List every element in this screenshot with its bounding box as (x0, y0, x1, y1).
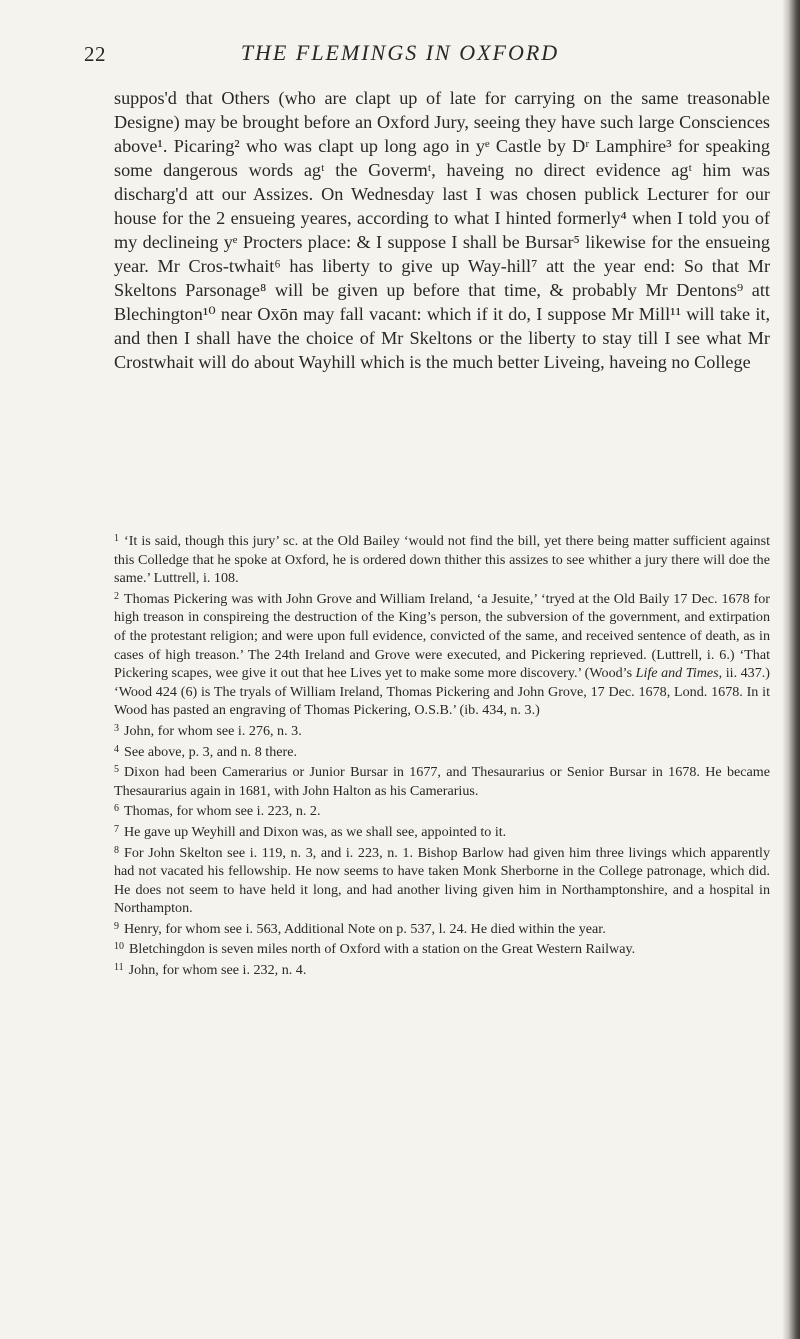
footnote-number: 2 (114, 590, 119, 602)
footnote-3 (114, 720, 770, 741)
footnote-text: Bletchingdon is seven miles north of Oxford with a station on the Great Western Railway. (129, 941, 636, 958)
footnote-number: 5 (114, 764, 119, 776)
footnote-number: 6 (114, 803, 119, 815)
footnote-7 (114, 821, 770, 842)
footnote-text: John, for whom see i. 232, n. 4. (128, 962, 307, 979)
footnote-text: Thomas Pickering was with John Grove and William Ireland, ‘a Jesuite,’ ‘tryed at the Old Baily 17 Dec. 1678 for high treason in conspireing the destruction of the King’s person, the subversion of the government, and extirpation of the protestant religion; and were upon full evidence, convicted of the same, and received sentence of death, as in cases of high treason.’ The 24th Ireland and Grove were executed, and Pickering reprieved. (Luttrell, i. 6.) ‘That Pickering scapes, wee give it out that hee Lives yet to make some more discovery.’ (Wood’s (114, 590, 770, 682)
main-text (114, 86, 770, 374)
footnotes (114, 530, 770, 980)
footnote-text: Dixon had been Camerarius or Junior Bursar in 1677, and Thesaurarius or Senior Bursar in 1678. He became Thesaurarius again in 1681, with John Halton as his Camerarius. (114, 764, 770, 799)
footnote-book-title: Life and Times (635, 665, 719, 682)
footnote-9 (114, 918, 770, 939)
footnote-text: Henry, for whom see i. 563, Additional Note on p. 537, l. 24. He died within the year. (124, 920, 606, 937)
footnote-text: ‘It is said, though this jury’ sc. at the Old Bailey ‘would not find the bill, yet there being matter sufficient against this Colledge that he spoke at Oxford, he is ordered down thither this assizes to see whither a jury there will doe the same.’ Luttrell, i. 108. (114, 533, 770, 587)
footnote-number: 3 (114, 722, 119, 734)
footnote-text: He gave up Weyhill and Dixon was, as we shall see, appointed to it. (124, 823, 507, 840)
footnote-number: 7 (114, 823, 119, 835)
footnote-text: John, for whom see i. 276, n. 3. (124, 722, 302, 739)
page-number: 22 (84, 42, 106, 66)
footnote-text-continued: , ii. 437.) ‘Wood 424 (6) is The tryals of William Ireland, Thomas Pickering and John Grove, 17 Dec. 1678, Lond. 1678. In it Wood has pasted an engraving of Thomas Pickering, O.S.B.’ (ib. 434, n. 3.) (114, 665, 770, 719)
footnote-text: For John Skelton see i. 119, n. 3, and i. 223, n. 1. Bishop Barlow had given him three livings which apparently had not vacated his fellowship. He now seems to have taken Monk Sherborne in the College patronage, which did. He does not seem to have held it long, and had another living given him in Northamptonshire, and a hospital in Northampton. (114, 844, 770, 917)
book-spine-shadow (782, 0, 800, 1339)
footnote-8 (114, 842, 770, 918)
footnote-4 (114, 741, 770, 762)
footnote-number: 8 (114, 844, 119, 856)
footnote-number: 11 (114, 962, 124, 974)
footnote-2 (114, 588, 770, 720)
running-head (0, 40, 800, 70)
footnote-number: 10 (114, 941, 124, 953)
footnote-number: 1 (114, 533, 119, 544)
footnote-1 (114, 530, 770, 588)
footnote-text: See above, p. 3, and n. 8 there. (124, 743, 297, 760)
running-title: THE FLEMINGS IN OXFORD (240, 40, 560, 65)
footnote-number: 9 (114, 920, 119, 932)
footnote-5 (114, 761, 770, 800)
footnote-11 (114, 959, 770, 980)
body-paragraph: suppos'd that Others (who are clapt up of late for carrying on the same treasonable Designe) may be brought before an Oxford Jury, seeing they have such large Consciences above¹. Picaring² who was clapt up long ago in yᵉ Castle by Dʳ Lamphire³ for speaking some dangerous words agᵗ the Govermᵗ, haveing no direct evidence agᵗ him was discharg'd att our Assizes. On Wednesday last I was chosen publick Lecturer for our house for the 2 ensueing yeares, according to what I hinted formerly⁴ when I told you of my declineing yᵉ Procters place: & I suppose I shall be Bursar⁵ likewise for the ensueing year. Mr Cros-twhait⁶ has liberty to give up Way-hill⁷ att the year end: So that Mr Skeltons Parsonage⁸ will be given up before that time, & probably Mr Dentons⁹ att Blechington¹⁰ near Oxōn may fall vacant: which if it do, I suppose Mr Mill¹¹ will take it, and then I shall have the choice of Mr Skeltons or the liberty to stay till I see what Mr Crostwhait will do about Wayhill which is the much better Liveing, haveing no College (114, 88, 770, 372)
footnote-10 (114, 938, 770, 959)
footnote-text: Thomas, for whom see i. 223, n. 2. (124, 803, 321, 820)
footnote-6 (114, 800, 770, 821)
footnote-number: 4 (114, 743, 119, 755)
